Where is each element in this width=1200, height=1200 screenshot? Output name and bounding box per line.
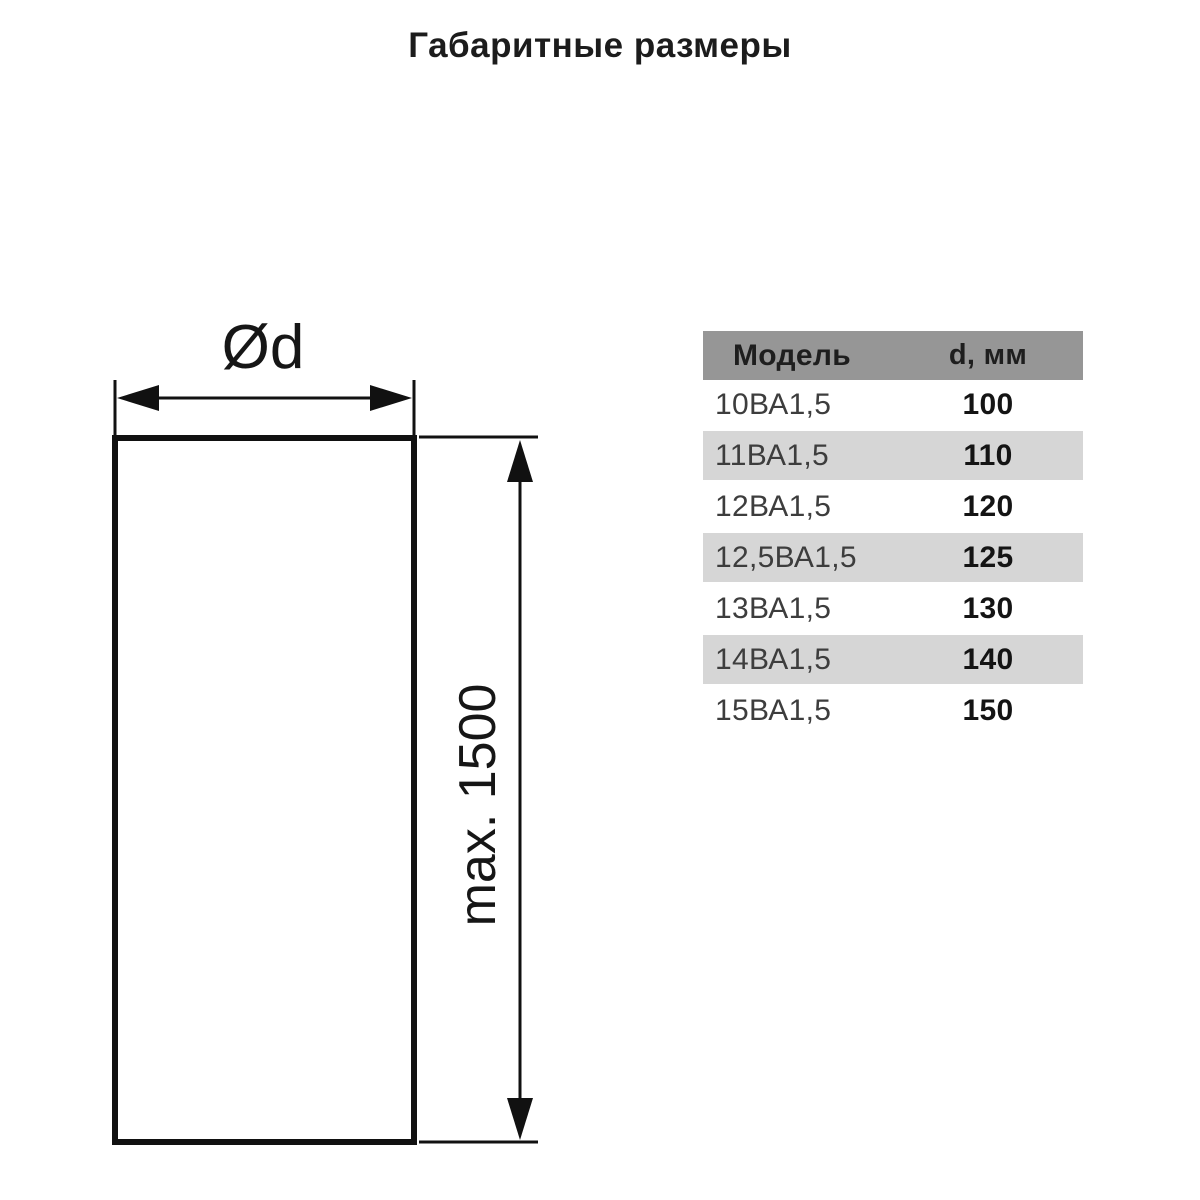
- diameter-cell: 140: [962, 642, 1014, 676]
- header-diameter: d, мм: [948, 339, 1028, 371]
- diameter-cell: 110: [963, 438, 1013, 472]
- table-body: [703, 380, 1083, 737]
- model-cell: 10ВА1,5: [715, 387, 832, 421]
- duct-rectangle: [115, 438, 414, 1142]
- arrow-down-icon: [507, 1098, 533, 1140]
- model-cell: 11ВА1,5: [715, 438, 829, 472]
- diameter-cell: 125: [962, 540, 1014, 574]
- arrow-up-icon: [507, 440, 533, 482]
- header-model: Модель: [733, 338, 851, 372]
- diameter-cell: 150: [962, 693, 1014, 727]
- arrow-right-icon: [370, 385, 412, 411]
- model-cell: 13ВА1,5: [715, 591, 832, 625]
- table-row: [703, 533, 1083, 584]
- diameter-cell: 130: [962, 591, 1014, 625]
- height-label: max. 1500: [449, 683, 507, 927]
- table-row: [703, 431, 1083, 482]
- model-cell: 14ВА1,5: [715, 642, 832, 676]
- table-header-row: [703, 331, 1083, 380]
- diameter-cell: 120: [962, 489, 1014, 523]
- table-row: [703, 380, 1083, 431]
- page-title: Габаритные размеры: [408, 26, 792, 65]
- table-row: [703, 482, 1083, 533]
- arrow-left-icon: [117, 385, 159, 411]
- table-row: [703, 635, 1083, 686]
- model-cell: 12,5ВА1,5: [715, 540, 857, 574]
- diameter-cell: 100: [962, 387, 1014, 421]
- spec-table: [703, 331, 1083, 737]
- model-cell: 12ВА1,5: [715, 489, 832, 523]
- diameter-label: Ød: [221, 313, 305, 382]
- model-cell: 15ВА1,5: [715, 693, 832, 727]
- table-row: [703, 686, 1083, 737]
- table-row: [703, 584, 1083, 635]
